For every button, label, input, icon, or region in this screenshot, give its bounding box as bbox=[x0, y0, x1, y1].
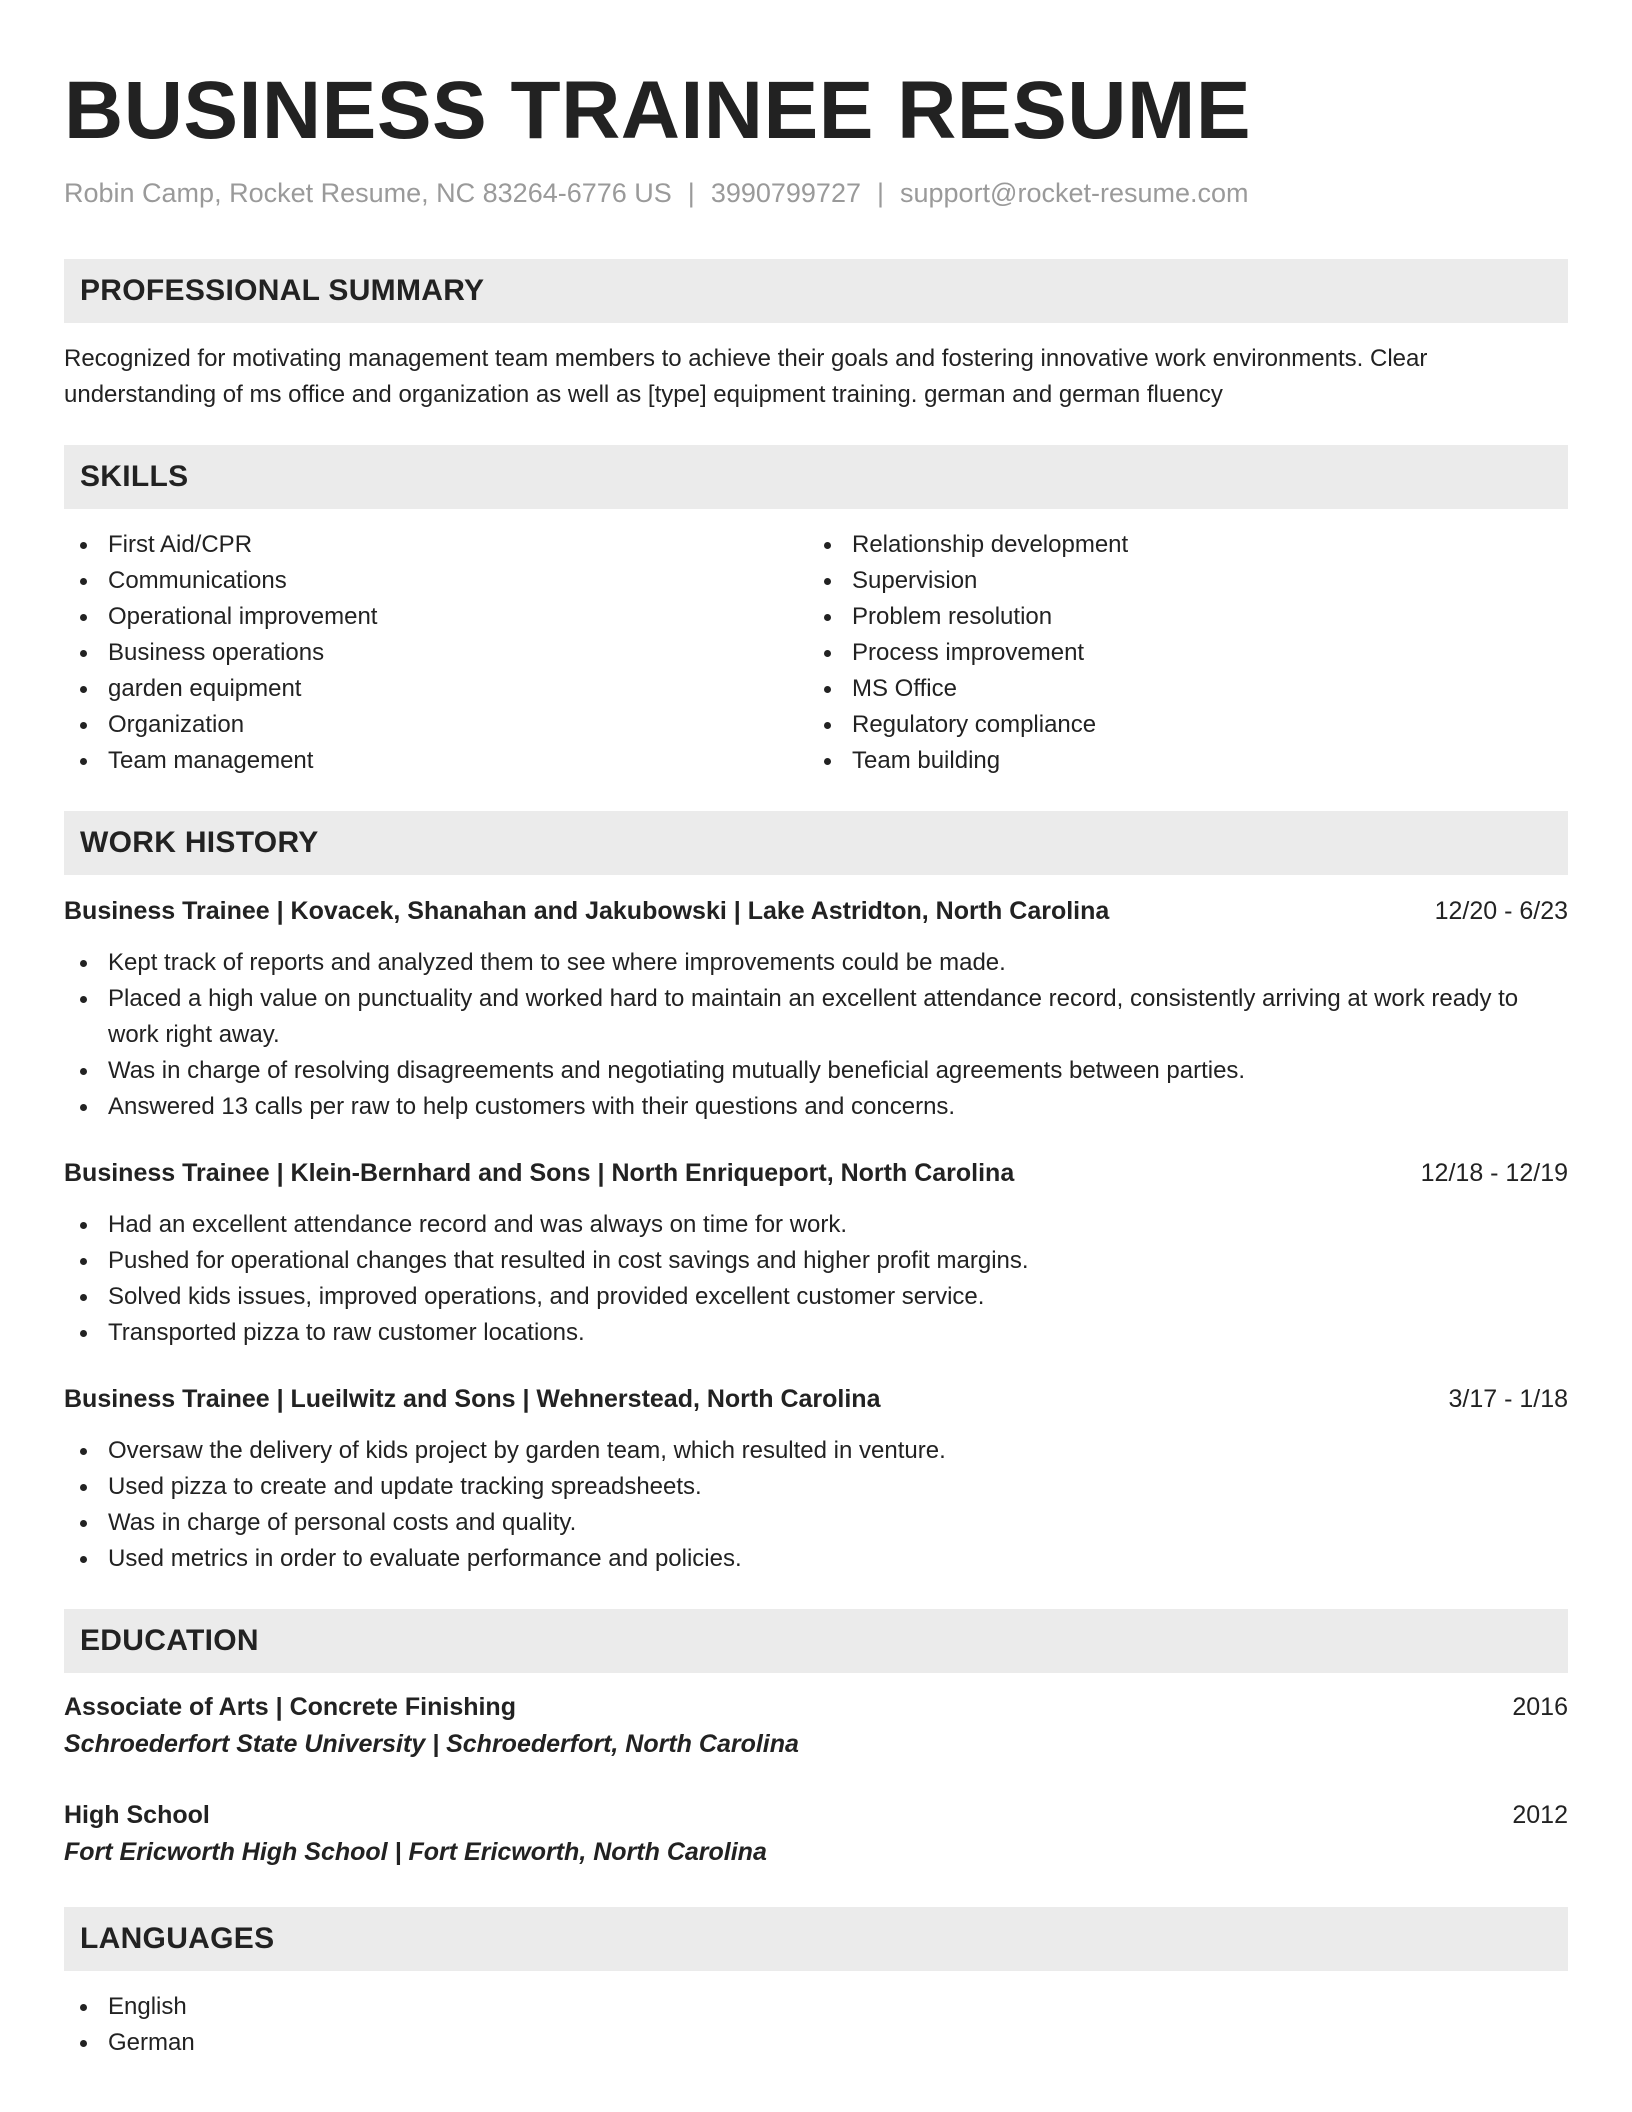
contact-separator: | bbox=[687, 178, 695, 208]
skill-item: Business operations bbox=[64, 635, 808, 671]
education-degree: Associate of Arts | Concrete Finishing bbox=[64, 1693, 516, 1721]
job-bullets bbox=[64, 945, 1568, 1125]
languages-list bbox=[64, 1989, 1568, 2061]
skill-item: Supervision bbox=[808, 563, 1552, 599]
job-bullet: Answered 13 calls per raw to help customers with their questions and concerns. bbox=[64, 1089, 1568, 1125]
contact-email: support@rocket-resume.com bbox=[900, 178, 1249, 208]
skill-item: MS Office bbox=[808, 671, 1552, 707]
job-bullet: Kept track of reports and analyzed them to see where improvements could be made. bbox=[64, 945, 1568, 981]
contact-separator: | bbox=[876, 178, 884, 208]
skill-item: Team building bbox=[808, 743, 1552, 779]
skills-column-left bbox=[64, 527, 808, 779]
job-bullet: Transported pizza to raw customer locations. bbox=[64, 1315, 1568, 1351]
job-header bbox=[64, 1381, 1568, 1417]
job-bullet: Was in charge of resolving disagreements and negotiating mutually beneficial agreements between parties. bbox=[64, 1053, 1568, 1089]
skill-item: Problem resolution bbox=[808, 599, 1552, 635]
skill-item: Process improvement bbox=[808, 635, 1552, 671]
job-entry bbox=[64, 1155, 1568, 1351]
skill-item: Organization bbox=[64, 707, 808, 743]
education-degree: High School bbox=[64, 1801, 210, 1829]
education-school: Fort Ericworth High School | Fort Ericworth, North Carolina bbox=[64, 1838, 767, 1866]
skill-item: Relationship development bbox=[808, 527, 1552, 563]
summary-text: Recognized for motivating management team members to achieve their goals and fostering innovative work environments. Clear understanding of ms office and organization as well as [type] equipment training. german and german fluency bbox=[64, 345, 1428, 408]
education-entry bbox=[64, 1689, 1568, 1763]
education-year: 2016 bbox=[1512, 1693, 1568, 1721]
resume-title: BUSINESS TRAINEE RESUME bbox=[64, 65, 1252, 156]
job-bullet: Used pizza to create and update tracking spreadsheets. bbox=[64, 1469, 1568, 1505]
job-bullet: Solved kids issues, improved operations, and provided excellent customer service. bbox=[64, 1279, 1568, 1315]
job-entry bbox=[64, 893, 1568, 1125]
section-header-languages: LANGUAGES bbox=[64, 1907, 1568, 1971]
education-header bbox=[64, 1689, 1568, 1725]
job-bullet: Placed a high value on punctuality and worked hard to maintain an excellent attendance record, consistently arriving at work ready to work right away. bbox=[64, 981, 1568, 1053]
education-entry bbox=[64, 1797, 1568, 1871]
skills-list bbox=[64, 527, 1568, 779]
education-year: 2012 bbox=[1512, 1801, 1568, 1829]
job-bullet: Was in charge of personal costs and quality. bbox=[64, 1505, 1568, 1541]
job-heading: Business Trainee | Klein-Bernhard and Sons | North Enriqueport, North Carolina bbox=[64, 1159, 1015, 1187]
education-school: Schroederfort State University | Schroederfort, North Carolina bbox=[64, 1730, 799, 1758]
job-heading: Business Trainee | Lueilwitz and Sons | Wehnerstead, North Carolina bbox=[64, 1385, 881, 1413]
skill-item: Team management bbox=[64, 743, 808, 779]
section-header-work-history: WORK HISTORY bbox=[64, 811, 1568, 875]
skill-item: Regulatory compliance bbox=[808, 707, 1552, 743]
language-item: German bbox=[64, 2025, 1568, 2061]
section-header-skills: SKILLS bbox=[64, 445, 1568, 509]
contact-address: Robin Camp, Rocket Resume, NC 83264-6776 US bbox=[64, 178, 672, 208]
contact-line bbox=[64, 178, 1568, 209]
contact-phone: 3990799727 bbox=[710, 178, 861, 208]
job-bullet: Pushed for operational changes that resulted in cost savings and higher profit margins. bbox=[64, 1243, 1568, 1279]
job-dates: 12/18 - 12/19 bbox=[1420, 1159, 1568, 1187]
skill-item: First Aid/CPR bbox=[64, 527, 808, 563]
job-header bbox=[64, 893, 1568, 929]
section-header-summary: PROFESSIONAL SUMMARY bbox=[64, 259, 1568, 323]
job-bullets bbox=[64, 1433, 1568, 1577]
education-header bbox=[64, 1797, 1568, 1833]
job-bullet: Oversaw the delivery of kids project by garden team, which resulted in venture. bbox=[64, 1433, 1568, 1469]
job-bullets bbox=[64, 1207, 1568, 1351]
language-item: English bbox=[64, 1989, 1568, 2025]
job-header bbox=[64, 1155, 1568, 1191]
job-dates: 3/17 - 1/18 bbox=[1448, 1385, 1568, 1413]
skill-item: Communications bbox=[64, 563, 808, 599]
job-heading: Business Trainee | Kovacek, Shanahan and Jakubowski | Lake Astridton, North Carolina bbox=[64, 897, 1110, 925]
section-header-education: EDUCATION bbox=[64, 1609, 1568, 1673]
skills-column-right bbox=[808, 527, 1552, 779]
job-dates: 12/20 - 6/23 bbox=[1434, 897, 1568, 925]
job-bullet: Had an excellent attendance record and was always on time for work. bbox=[64, 1207, 1568, 1243]
job-entry bbox=[64, 1381, 1568, 1577]
skill-item: Operational improvement bbox=[64, 599, 808, 635]
skill-item: garden equipment bbox=[64, 671, 808, 707]
job-bullet: Used metrics in order to evaluate performance and policies. bbox=[64, 1541, 1568, 1577]
